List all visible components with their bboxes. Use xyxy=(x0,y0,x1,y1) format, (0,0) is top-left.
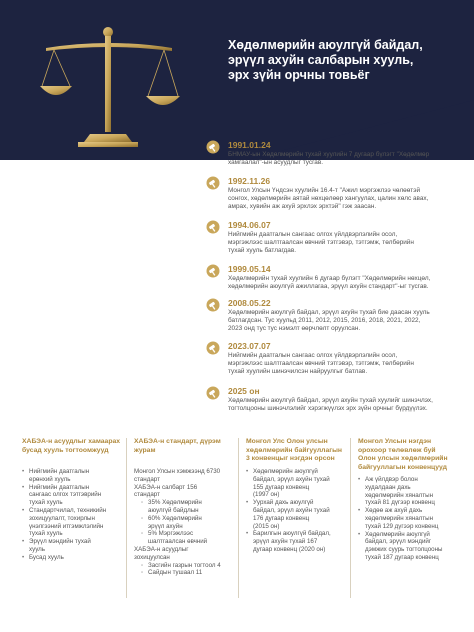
column-title-line: байгууллагын конвенцууд xyxy=(358,463,447,471)
column-divider xyxy=(126,438,127,598)
list-subitem: ◦ Сайдын тушаал 11 xyxy=(134,569,234,577)
event-line: Монгол Улсын Үндсэн хуулийн 16.4-т "Ажил мэргэжлээ чөлөөтэй xyxy=(228,187,421,194)
column-list xyxy=(22,468,122,562)
column-title-line: ХАБЭА-н стандарт, дүрэм xyxy=(134,438,221,445)
event-line: Хөдөлмөрийн аюулгүй байдал, эрүүл ахуйн тухай хуулийг шинэчлэх, xyxy=(228,397,433,404)
list-item: • Хөдөө аж ахуй дахь хөдөлмөрийн хяналтын тухай 129 дүгээр конвенц xyxy=(358,507,458,530)
list-item: ХАБЭА-н асуудлыг зохицуулсан xyxy=(134,545,189,561)
list-item: • Аж үйлдвэр болон худалдаан дахь хөдөлмөрийн хяналтын тухай 81 дүгээр конвенц xyxy=(358,476,458,507)
list-item: Монгол Улсын хэмжээнд 6730 стандарт xyxy=(134,468,221,483)
list-item: • Нийгмийн даатгалын сангаас олгох тэтгэврийн тухай хууль xyxy=(22,484,122,507)
list-item: • Нийгмийн даатгалын ерөнхий хууль xyxy=(22,468,122,484)
event-line: Хөдөлмөрийн аюулгүй байдал, эрүүл ахуйн тухай бие даасан хууль xyxy=(228,309,430,316)
column-ratified-conventions xyxy=(246,438,346,610)
list-subitem: ◦ 35% Хөдөлмөрийн аюулгүй байдлын xyxy=(134,499,234,515)
header-banner xyxy=(0,0,474,160)
event-line: 2023 онд тус тус нэмэлт өөрчлөлт оруулсан. xyxy=(228,325,361,332)
column-title-line: орохоор төлөвлөж буй xyxy=(358,446,436,454)
column-divider xyxy=(350,438,351,598)
bottom-columns xyxy=(22,438,462,608)
event-date: 1994.06.07 xyxy=(228,220,271,230)
event-date: 1999.05.14 xyxy=(228,264,271,274)
list-subitem: ◦ 60% Хөдөлмөрийн эрүүл ахуйн xyxy=(134,515,234,531)
gavel-icon xyxy=(206,176,220,190)
list-item: • Бусад хууль xyxy=(22,554,122,562)
event-line: тухай хууль батлагдав. xyxy=(228,247,296,254)
column-title-line: хөдөлмөрийн байгууллагын xyxy=(246,446,343,454)
column-title-line: ХАБЭА-н асуудлыг хамаарах xyxy=(22,438,121,445)
event-description xyxy=(228,352,466,376)
column-title xyxy=(134,438,234,468)
column-list xyxy=(246,468,346,554)
list-item: • Хөдөлмөрийн аюулгүй байдал, эрүүл ахуйн тухай 155 дугаар конвенц (1997 он) xyxy=(246,468,346,499)
column-related-laws xyxy=(22,438,122,610)
list-item: • Хөдөлмөрийн аюулгүй байдал, эрүүл мэндийг дэмжих суурь тогтолцооны тухай 187 дугаар конвенц xyxy=(358,531,458,562)
column-divider xyxy=(238,438,239,598)
column-title-line: бусад хууль тогтоомжууд xyxy=(22,446,109,454)
event-description xyxy=(228,309,466,333)
event-description xyxy=(228,187,466,211)
event-description xyxy=(228,151,466,167)
column-title xyxy=(22,438,122,468)
list-subitem: ◦ 5% Мэргэжлээс шалтгаалсан өвчний xyxy=(134,530,234,546)
column-title xyxy=(358,438,458,476)
column-list xyxy=(134,468,234,577)
title-line: эрх зүйн орчны товьёг xyxy=(228,68,370,82)
column-planned-conventions xyxy=(358,438,458,610)
event-line: БНМАУ-ын Хөдөлмөрийн тухай хуулийн 7 дугаар бүлэгт "Хөдөлмөр xyxy=(228,151,430,158)
column-title-line: 3 конвенцыг нэгдэн орсон xyxy=(246,455,335,462)
event-line: амрах, хувийн аж ахуй эрхлэх эрхтэй" гэж заасан. xyxy=(228,203,377,210)
event-line: хамгаалал"-ын асуудлыг тусгав. xyxy=(228,159,323,166)
event-date: 1991.01.24 xyxy=(228,140,271,150)
list-subitem: ◦ Засгийн газрын тогтоол 4 xyxy=(134,562,234,570)
event-line: тухай хуулийн шинэчилсэн найруулгыг батлав. xyxy=(228,368,368,375)
event-line: Нийгмийн даатгалын сангаас олгох үйлдвэрлэлийн осол, xyxy=(228,352,398,359)
event-line: Нийгмийн даатгалын сангаас олгох үйлдвэрлэлийн осол, xyxy=(228,231,398,238)
column-list xyxy=(358,476,458,562)
title-line: эрүүл ахуйн салбарын хууль, xyxy=(228,53,414,67)
event-line: Хөдөлмөрийн тухай хуулийн 6 дугаар бүлэгт "Хөдөлмөрийн нөхцөл, xyxy=(228,275,431,282)
event-date: 2023.07.07 xyxy=(228,341,271,351)
gavel-icon xyxy=(206,140,220,154)
event-line: хөдөлмөрийн аюулгүй ажиллагаа, эрүүл ахуйн стандарт"-ыг тусгав. xyxy=(228,283,429,290)
event-line: сонгох, хөдөлмөрийн аятай нөхцөлөөр хангуулах, цалин хөлс авах, xyxy=(228,195,429,202)
title-line: Хөдөлмөрийн аюулгүй байдал, xyxy=(228,38,423,52)
scales-of-justice-icon xyxy=(40,24,180,154)
list-item: • Стандартчилал, техникийн зохицуулалт, тохирлын үнэлгээний итгэмжлэлийн тухай хууль xyxy=(22,507,122,538)
column-standards xyxy=(134,438,234,610)
gavel-icon xyxy=(206,298,220,312)
event-line: мэргэжлээс шалтгаалсан өвчний тэтгэвэр, тэтгэмж, төлбөрийн xyxy=(228,360,414,367)
list-item: • Уурхай дахь аюулгүй байдал, эрүүл ахуйн тухай 176 дугаар конвенц (2015 он) xyxy=(246,499,346,530)
gavel-icon xyxy=(206,386,220,400)
event-date: 2025 он xyxy=(228,386,260,396)
event-description xyxy=(228,397,466,413)
column-title-line: Монгол Улс Олон улсын xyxy=(246,438,328,445)
event-date: 2008.05.22 xyxy=(228,298,271,308)
event-date: 1992.11.26 xyxy=(228,176,271,186)
page-title xyxy=(228,38,458,83)
column-title xyxy=(246,438,346,468)
gavel-icon xyxy=(206,264,220,278)
list-item: • Эрүүл мэндийн тухай хууль xyxy=(22,538,122,554)
column-title-line: Олон улсын хөдөлмөрийн xyxy=(358,455,448,462)
event-line: батлагдсан. Тус хуульд 2011, 2012, 2015, 2016, 2018, 2021, 2022, xyxy=(228,317,421,324)
gavel-icon xyxy=(206,341,220,355)
event-description xyxy=(228,275,466,291)
event-line: тогтолцооны шинэчлэлийг хэрэгжүүлэх эрх зүйн орчныг бүрдүүлэх. xyxy=(228,405,428,412)
event-description xyxy=(228,231,466,255)
list-item: ХАБЭА-н салбарт 156 стандарт xyxy=(134,483,198,499)
column-title-line: журам xyxy=(134,446,156,454)
column-title-line: Монгол Улсын нэгдэн xyxy=(358,438,432,445)
gavel-icon xyxy=(206,220,220,234)
event-line: мэргэжлээс шалтгаалсан өвчний тэтгэвэр, тэтгэмж, төлбөрийн xyxy=(228,239,414,246)
list-item: • Барилгын аюулгүй байдал, эрүүл ахуйн тухай 167 дугаар конвенц (2020 он) xyxy=(246,530,346,553)
